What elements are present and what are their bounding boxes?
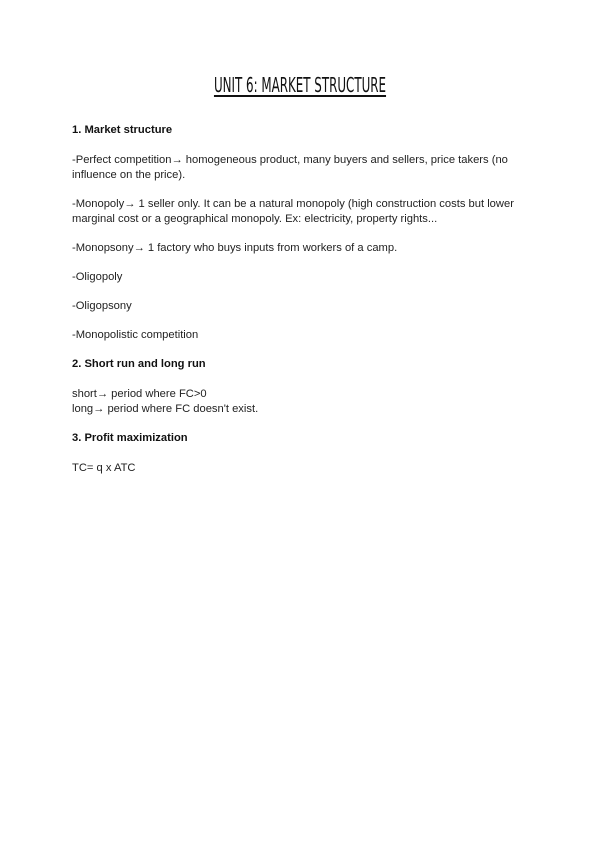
paragraph-monopsony: -Monopsony→ 1 factory who buys inputs from workers of a camp.	[72, 242, 398, 254]
section-heading-profit-maximization: 3. Profit maximization	[72, 432, 188, 444]
document-title	[102, 73, 498, 97]
line-short-run: short→ period where FC>0	[72, 388, 207, 400]
paragraph-oligopoly: -Oligopoly	[72, 271, 123, 283]
paragraph-perfect-competition: -Perfect competition→ homogeneous product, many buyers and sellers, price takers (no influence on the price).	[72, 154, 508, 181]
paragraph-oligopsony: -Oligopsony	[72, 300, 132, 312]
paragraph-monopoly: -Monopoly→ 1 seller only. It can be a natural monopoly (high construction costs but lower marginal cost or a geographical monopoly. Ex: electricity, property rights...	[72, 198, 514, 225]
section-heading-market-structure: 1. Market structure	[72, 124, 173, 136]
document-title-text: UNIT 6: MARKET STRUCTURE	[213, 73, 387, 97]
line-long-run: long→ period where FC doesn't exist.	[72, 403, 259, 415]
paragraph-monopolistic-competition: -Monopolistic competition	[72, 329, 199, 341]
line-total-cost-formula: TC= q x ATC	[72, 462, 136, 474]
document-body	[72, 123, 532, 476]
section-heading-short-long-run: 2. Short run and long run	[72, 358, 206, 370]
